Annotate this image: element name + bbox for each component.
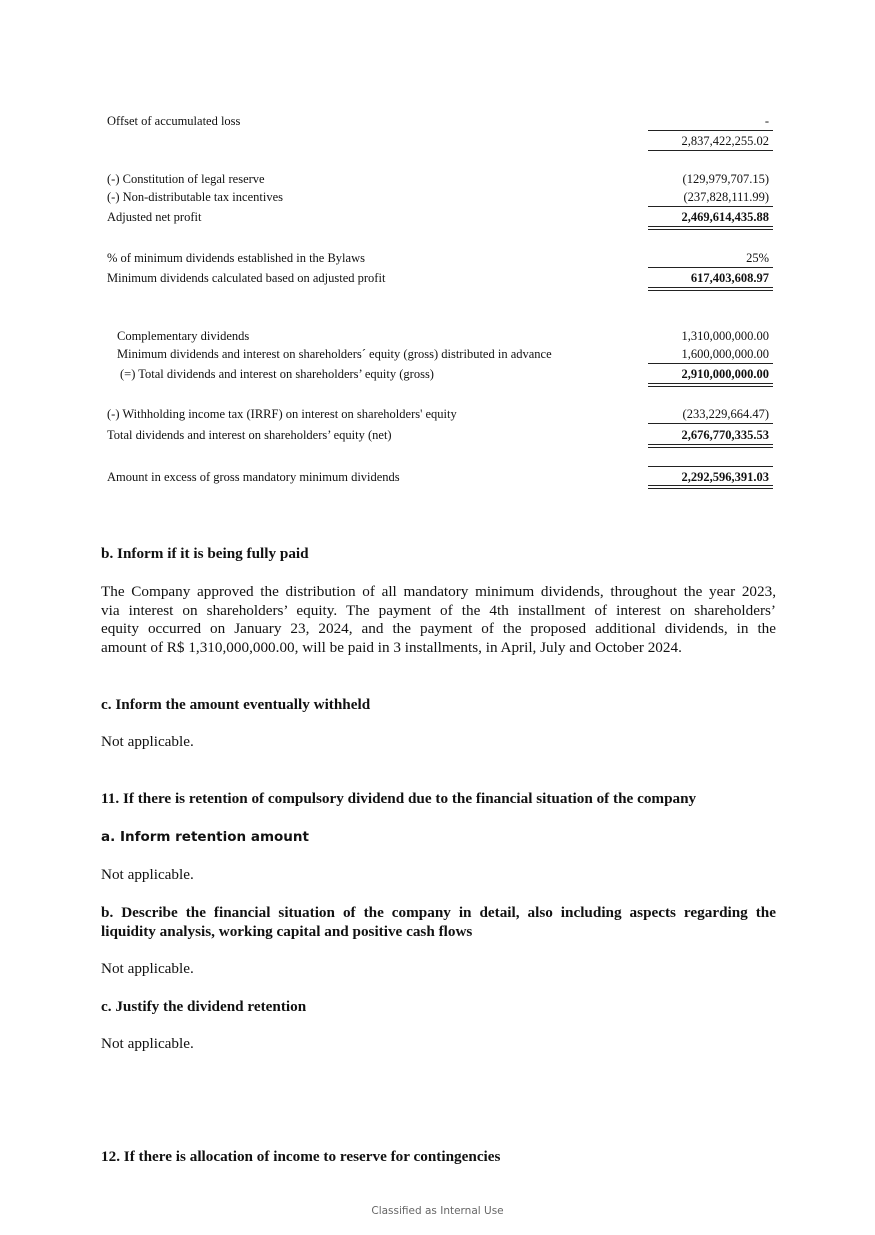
section-11a-text: Not applicable. [101, 866, 194, 883]
section-b-paragraph [101, 583, 776, 657]
table-rule [648, 267, 773, 268]
paragraph-line: equity occurred on January 23, 2024, and the payment of the proposed additional dividends, in the [101, 620, 776, 638]
section-c-text: Not applicable. [101, 733, 194, 750]
tax-incentives-label: (-) Non-distributable tax incentives [107, 190, 283, 204]
irrf-label: (-) Withholding income tax (IRRF) on interest on shareholders' equity [107, 407, 457, 421]
section-c-heading: c. Inform the amount eventually withheld [101, 696, 371, 713]
table-rule [648, 466, 773, 467]
legal-reserve-value: (129,979,707.15) [682, 172, 769, 186]
paragraph-line: amount of R$ 1,310,000,000.00, will be paid in 3 installments, in April, July and October 2024. [101, 638, 682, 656]
table-rule [648, 423, 773, 424]
section-12-heading: 12. If there is allocation of income to reserve for contingencies [101, 1148, 501, 1165]
table-double-rule [648, 485, 773, 489]
legal-reserve-label: (-) Constitution of legal reserve [107, 172, 265, 186]
total-gross-value: 2,910,000,000.00 [681, 367, 769, 381]
offset-accumulated-loss-label: Offset of accumulated loss [107, 114, 241, 128]
complementary-dividends-label: Complementary dividends [117, 329, 250, 343]
min-dividends-advance-value: 1,600,000,000.00 [681, 347, 769, 361]
section-11c-text: Not applicable. [101, 1035, 194, 1052]
min-dividends-percent-label: % of minimum dividends established in the Bylaws [107, 251, 365, 265]
table-double-rule [648, 444, 773, 448]
table-double-rule [648, 226, 773, 230]
section-11-heading: 11. If there is retention of compulsory dividend due to the financial situation of the company [101, 790, 697, 807]
total-gross-label: (=) Total dividends and interest on shareholders’ equity (gross) [120, 367, 434, 381]
table-rule [648, 150, 773, 151]
section-11b-heading-line2: liquidity analysis, working capital and positive cash flows [101, 923, 473, 940]
min-dividends-calculated-value: 617,403,608.97 [690, 271, 769, 285]
offset-accumulated-loss-value: - [764, 114, 769, 128]
complementary-dividends-value: 1,310,000,000.00 [681, 329, 769, 343]
irrf-value: (233,229,664.47) [682, 407, 769, 421]
excess-dividends-value: 2,292,596,391.03 [681, 470, 769, 484]
table-rule [648, 206, 773, 207]
table-double-rule [648, 383, 773, 387]
section-11a-heading: a. Inform retention amount [101, 829, 309, 845]
classification-footer: Classified as Internal Use [371, 1205, 504, 1217]
total-net-label: Total dividends and interest on shareholders’ equity (net) [107, 428, 392, 442]
paragraph-line: The Company approved the distribution of all mandatory minimum dividends, throughout the year 2023, [101, 583, 776, 600]
min-dividends-advance-label: Minimum dividends and interest on shareholders´ equity (gross) distributed in advance [117, 347, 552, 361]
table-rule [648, 363, 773, 364]
section-11b-heading-line1: b. Describe the financial situation of the company in detail, also including aspects regarding the [101, 904, 776, 921]
excess-dividends-label: Amount in excess of gross mandatory minimum dividends [107, 470, 400, 484]
section-b-heading: b. Inform if it is being fully paid [101, 545, 309, 562]
section-11c-heading: c. Justify the dividend retention [101, 998, 307, 1015]
table-double-rule [648, 287, 773, 291]
paragraph-line: via interest on shareholders’ equity. The payment of the 4th installment of interest on shareholders’ [101, 601, 776, 619]
min-dividends-calculated-label: Minimum dividends calculated based on adjusted profit [107, 271, 386, 285]
section-11b-text: Not applicable. [101, 960, 194, 977]
adjusted-net-profit-label: Adjusted net profit [107, 210, 202, 224]
tax-incentives-value: (237,828,111.99) [683, 190, 769, 204]
subtotal-value: 2,837,422,255.02 [681, 134, 769, 148]
adjusted-net-profit-value: 2,469,614,435.88 [681, 210, 769, 224]
total-net-value: 2,676,770,335.53 [681, 428, 769, 442]
table-rule [648, 130, 773, 131]
min-dividends-percent-value: 25% [746, 251, 769, 265]
